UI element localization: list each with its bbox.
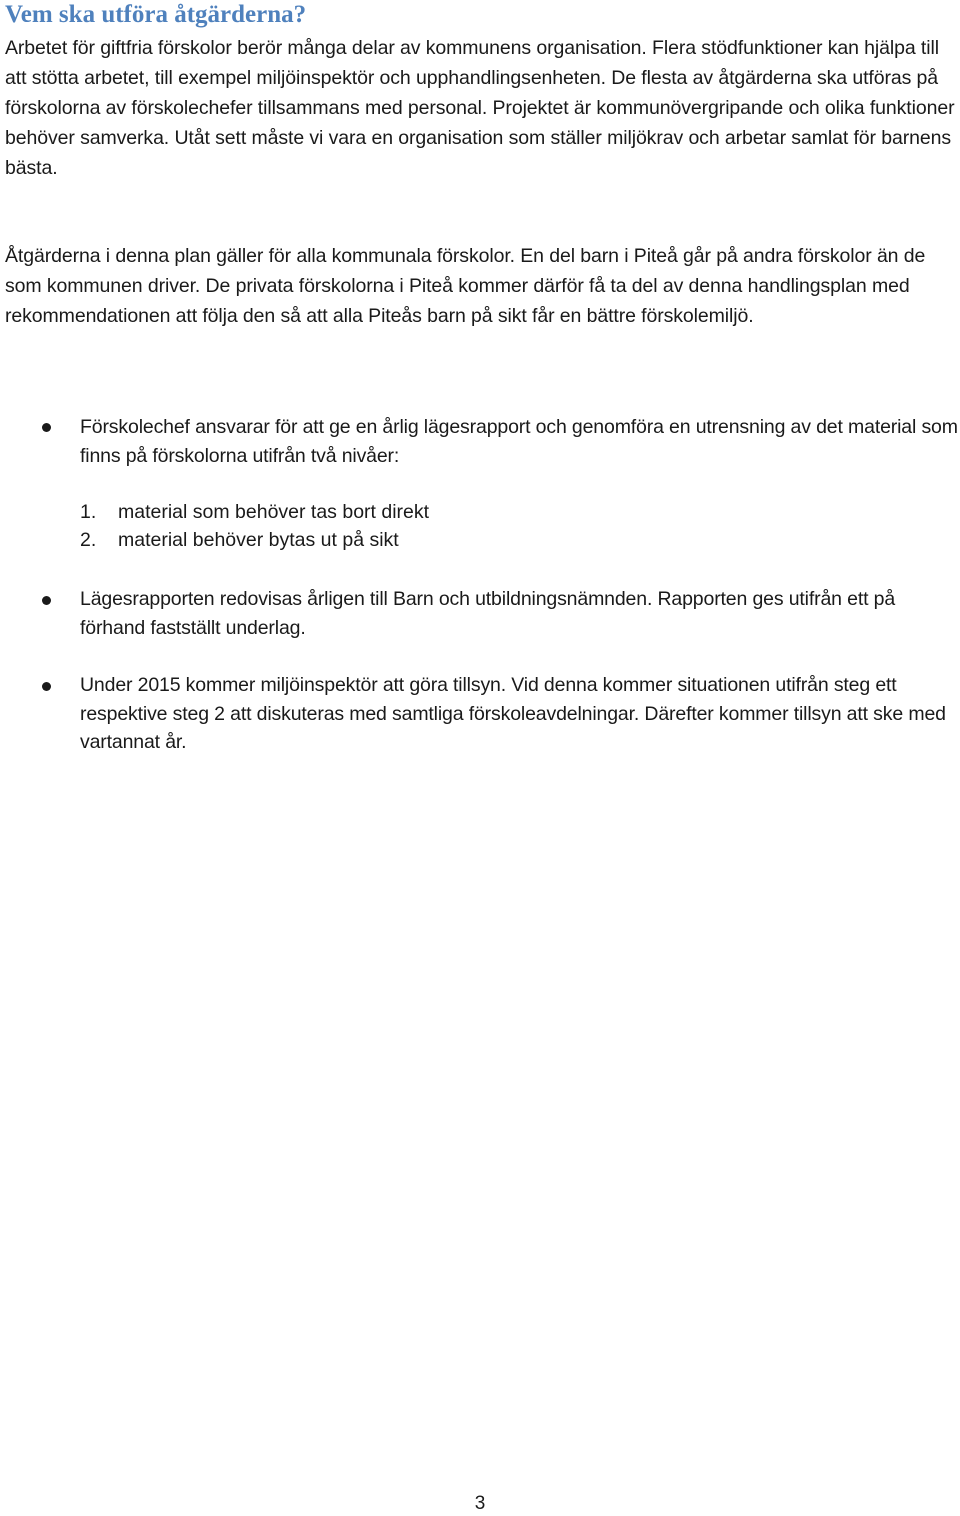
bullet-text: Under 2015 kommer miljöinspektör att göra tillsyn. Vid denna kommer situationen utifrån steg ett respektive steg 2 att diskuteras med samtliga förskoleavdelningar. Därefter kommer tillsyn att ske med vartannat år. <box>80 674 946 753</box>
numbered-item <box>80 526 399 555</box>
section-heading: Vem ska utföra åtgärderna? <box>5 1 307 28</box>
intro-paragraph: Arbetet för giftfria förskolor berör många delar av kommunens organisation. Flera stödfunktioner kan hjälpa till att stötta arbetet, till exempel miljöinspektör och upphandlingsenheten. De flesta av åtgärderna ska utföras på förskolorna av förskolechefer tillsammans med personal. Projektet är kommunövergripande och olika funktioner behöver samverka. Utåt sett måste vi vara en organisation som ställer miljökrav och arbetar samlat för barnens bästa. <box>5 37 955 179</box>
item-text: material behöver bytas ut på sikt <box>118 529 399 551</box>
item-number: 1. <box>80 501 97 523</box>
bullet-icon <box>42 596 51 605</box>
bullet-icon <box>42 423 51 432</box>
bullet-icon <box>42 682 51 691</box>
page-number: 3 <box>474 1493 486 1514</box>
item-text: material som behöver tas bort direkt <box>118 501 430 523</box>
scope-paragraph: Åtgärderna i denna plan gäller för alla kommunala förskolor. En del barn i Piteå går på andra förskolor än de som kommunen driver. De privata förskolorna i Piteå kommer därför få ta del av denna handlingsplan med rekommendationen att följa den så att alla Piteås barn på sikt får en bättre förskolemiljö. <box>5 245 926 327</box>
bullet-text: Lägesrapporten redovisas årligen till Barn och utbildningsnämnden. Rapporten ges utifrån ett på förhand fastställt underlag. <box>80 588 896 639</box>
bullet-text: Förskolechef ansvarar för att ge en årlig lägesrapport och genomföra en utrensning av det material som finns på förskolorna utifrån två nivåer: <box>80 416 958 467</box>
item-number: 2. <box>80 529 97 551</box>
numbered-item <box>80 498 429 527</box>
